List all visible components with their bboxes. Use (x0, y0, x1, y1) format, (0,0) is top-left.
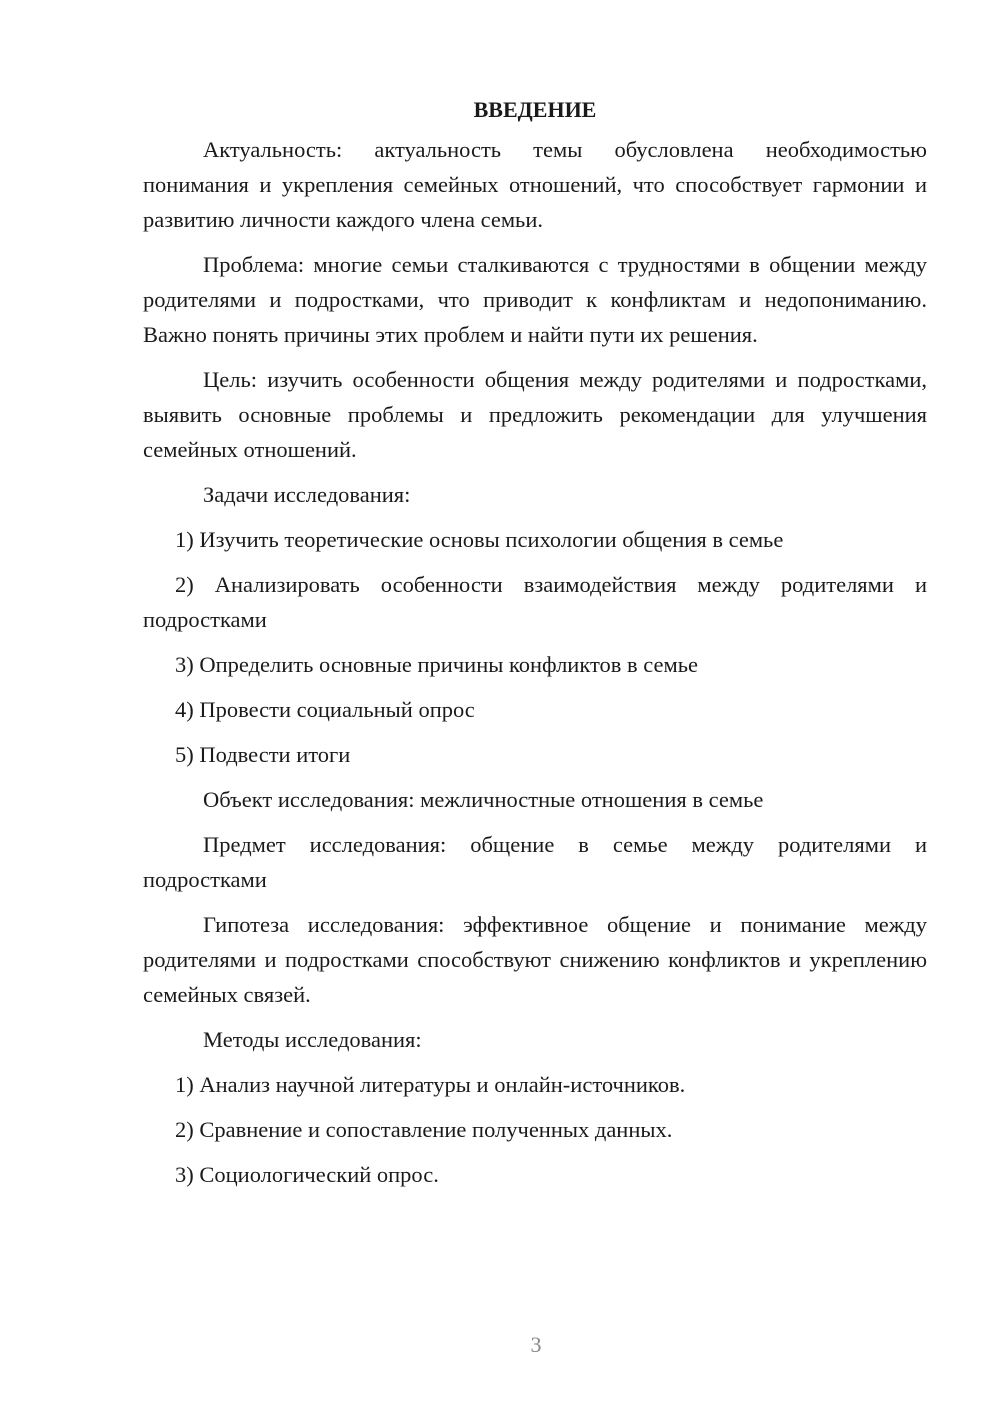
object-paragraph: Объект исследования: межличностные отношения в семье (203, 787, 764, 812)
method-item-2: 2) Сравнение и сопоставление полученных данных. (175, 1117, 673, 1142)
relevance-paragraph: Актуальность: актуальность темы обусловлена необходимостью понимания и укрепления семейных отношений, что способствует гармонии и развитию личности каждого члена семьи. (143, 137, 927, 232)
task-item-5: 5) Подвести итоги (175, 742, 351, 767)
section-title: ВВЕДЕНИЕ (473, 97, 597, 122)
tasks-heading: Задачи исследования: (203, 482, 411, 507)
task-item-2: 2) Анализировать особенности взаимодействия между родителями и подростками (143, 572, 927, 632)
subject-paragraph: Предмет исследования: общение в семье между родителями и подростками (143, 832, 927, 892)
method-item-1: 1) Анализ научной литературы и онлайн-источников. (175, 1072, 686, 1097)
task-item-3: 3) Определить основные причины конфликтов в семье (175, 652, 698, 677)
hypothesis-paragraph: Гипотеза исследования: эффективное общение и понимание между родителями и подростками способствуют снижению конфликтов и укреплению семейных связей. (143, 912, 927, 1007)
goal-paragraph: Цель: изучить особенности общения между родителями и подростками, выявить основные проблемы и предложить рекомендации для улучшения семейных отношений. (143, 367, 927, 462)
task-item-1: 1) Изучить теоретические основы психологии общения в семье (175, 527, 784, 552)
task-item-4: 4) Провести социальный опрос (175, 697, 475, 722)
methods-heading: Методы исследования: (203, 1027, 422, 1052)
page-number: 3 (530, 1332, 542, 1357)
problem-paragraph: Проблема: многие семьи сталкиваются с трудностями в общении между родителями и подростками, что приводит к конфликтам и недопониманию. Важно понять причины этих проблем и найти пути их решения. (143, 252, 927, 347)
page-content (143, 92, 927, 1202)
method-item-3: 3) Социологический опрос. (175, 1162, 439, 1187)
